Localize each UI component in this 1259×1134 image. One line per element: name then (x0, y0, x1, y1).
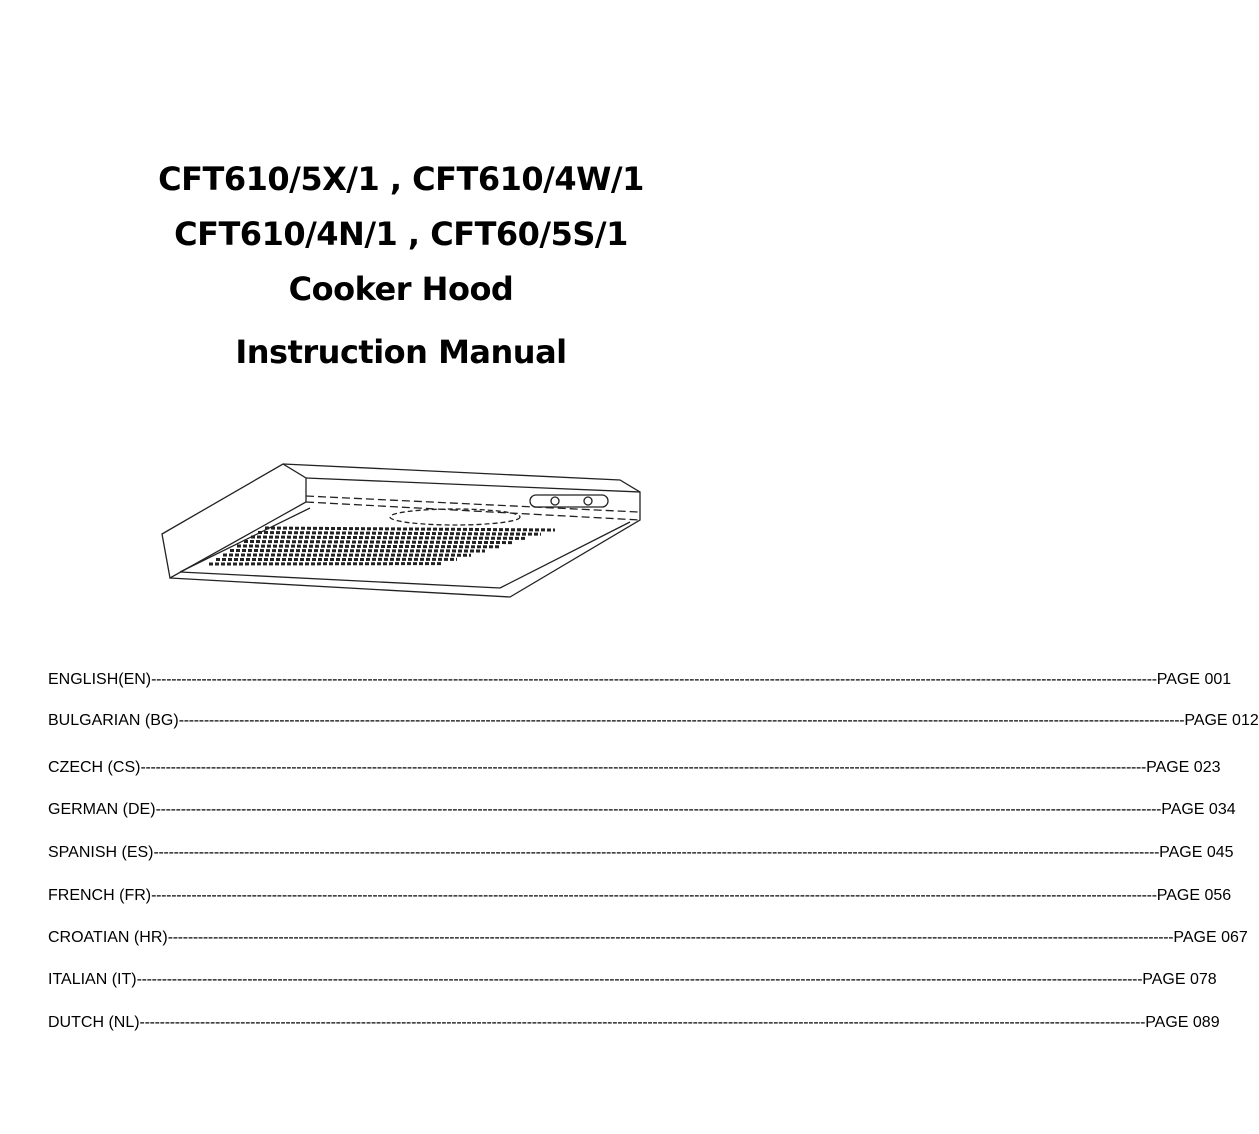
toc-page-number: PAGE 078 (1142, 971, 1217, 988)
toc-leader: -------------------------------------------------------------------------------------------------------------------------------------------------------------------------------------------------------- (153, 844, 1160, 861)
toc-language: CROATIAN (HR) (48, 929, 168, 946)
toc-leader: -------------------------------------------------------------------------------------------------------------------------------------------------------------------------------------------------------- (151, 887, 1157, 904)
toc-language: FRENCH (FR) (48, 887, 152, 904)
toc-entry (48, 929, 1248, 947)
toc-leader: -------------------------------------------------------------------------------------------------------------------------------------------------------------------------------------------------------- (178, 712, 1185, 729)
document-title: Instruction Manual (235, 333, 567, 371)
toc-page-number: PAGE 034 (1161, 801, 1236, 818)
model-numbers-line-2: CFT610/4N/1 , CFT60/5S/1 (174, 215, 628, 253)
toc-entry (48, 671, 1232, 689)
toc-language: BULGARIAN (BG) (48, 712, 179, 729)
toc-entry (48, 887, 1232, 905)
toc-leader: -------------------------------------------------------------------------------------------------------------------------------------------------------------------------------------------------------- (140, 759, 1147, 776)
toc-page-number: PAGE 089 (1145, 1014, 1220, 1031)
toc-entry (48, 844, 1234, 862)
grille-slot-row (244, 542, 513, 543)
toc-page-number: PAGE 023 (1146, 759, 1221, 776)
model-numbers-line-1: CFT610/5X/1 , CFT610/4W/1 (158, 160, 644, 198)
toc-language: ITALIAN (IT) (48, 971, 137, 988)
toc-language: CZECH (CS) (48, 759, 141, 776)
toc-entry (48, 1014, 1220, 1032)
toc-page-number: PAGE 045 (1159, 844, 1234, 861)
grille-slot-row (237, 546, 499, 547)
product-name: Cooker Hood (288, 270, 514, 308)
toc-leader: -------------------------------------------------------------------------------------------------------------------------------------------------------------------------------------------------------- (151, 671, 1157, 688)
toc-entry (48, 759, 1221, 777)
toc-page-number: PAGE 067 (1173, 929, 1248, 946)
toc-leader: -------------------------------------------------------------------------------------------------------------------------------------------------------------------------------------------------------- (139, 1014, 1146, 1031)
toc-language: DUTCH (NL) (48, 1014, 140, 1031)
toc-leader: -------------------------------------------------------------------------------------------------------------------------------------------------------------------------------------------------------- (167, 929, 1174, 946)
toc-entry (48, 801, 1236, 819)
toc-page-number: PAGE 056 (1156, 887, 1232, 904)
toc-language: SPANISH (ES) (48, 844, 154, 861)
toc-leader: -------------------------------------------------------------------------------------------------------------------------------------------------------------------------------------------------------- (155, 801, 1162, 818)
grille-slot-row (230, 551, 485, 552)
grille-slot-row (258, 533, 541, 535)
toc-entry (48, 971, 1217, 989)
cooker-hood-drawing-icon (150, 450, 650, 620)
toc-entry (48, 712, 1259, 730)
toc-page-number: PAGE 012 (1184, 712, 1259, 729)
grille-slot-row (265, 528, 555, 530)
toc-page-number: PAGE 001 (1156, 671, 1232, 688)
grille-slot-row (251, 537, 527, 538)
toc-leader: -------------------------------------------------------------------------------------------------------------------------------------------------------------------------------------------------------- (136, 971, 1143, 988)
toc-language: ENGLISH(EN) (48, 671, 152, 688)
toc-language: GERMAN (DE) (48, 801, 156, 818)
